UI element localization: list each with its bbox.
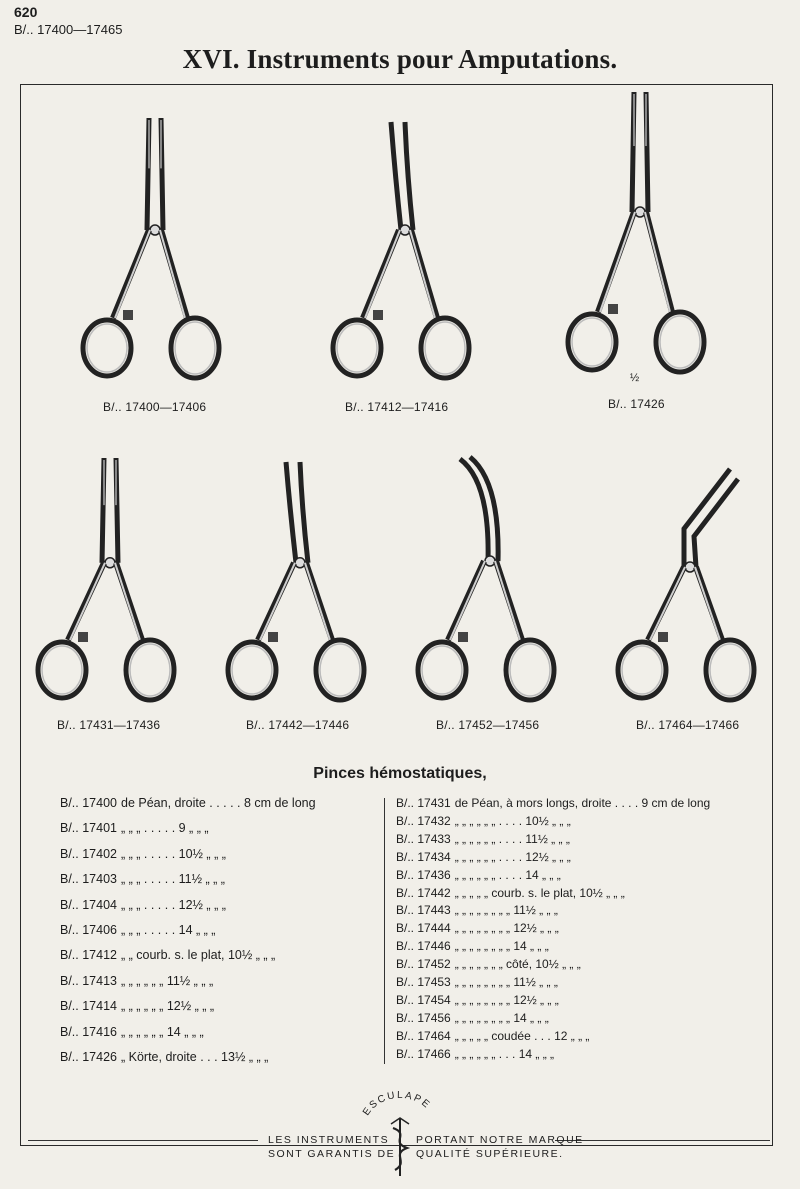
table-row — [60, 974, 213, 988]
logo-brand-text: ESCULAPE — [361, 1090, 433, 1118]
table-row — [60, 948, 275, 962]
table-row — [396, 850, 571, 864]
table-row — [396, 921, 559, 935]
table-row — [396, 1047, 554, 1061]
item-description: „ „ „ „ „ „ . . . . 10½ „ „ „ — [454, 813, 571, 828]
item-code: B/.. 17436 — [396, 867, 451, 882]
table-row — [396, 814, 571, 828]
table-row — [396, 1029, 589, 1043]
table-row — [396, 886, 625, 900]
item-code: B/.. 17452 — [396, 957, 451, 972]
item-code: B/.. 17446 — [396, 939, 451, 954]
footer-rule-left — [28, 1140, 258, 1141]
item-code: B/.. 17444 — [396, 921, 451, 936]
item-description: „ „ „ „ „ „ 14 „ „ „ — [121, 1024, 204, 1039]
instrument-label: B/.. 17464—17466 — [636, 718, 740, 732]
item-code: B/.. 17464 — [396, 1028, 451, 1043]
item-description: „ „ „ „ „ „ 11½ „ „ „ — [121, 973, 214, 988]
item-code: B/.. 17426 — [60, 1050, 117, 1064]
table-row — [60, 796, 316, 810]
scale-note: ½ — [630, 372, 640, 384]
item-code: B/.. 17433 — [396, 831, 451, 846]
table-row — [60, 847, 226, 861]
item-description: „ „ „ „ „ „ „ „ 11½ „ „ „ — [454, 975, 558, 989]
esculape-logo — [355, 1090, 445, 1180]
item-description: „ „ „ „ „ courb. s. le plat, 10½ „ „ „ — [454, 885, 625, 900]
table-row — [60, 1050, 268, 1064]
side-curved-forceps-icon — [410, 455, 570, 720]
table-row — [396, 993, 559, 1007]
table-row — [60, 999, 214, 1013]
item-description: „ „ „ „ „ „ . . . . 12½ „ „ „ — [454, 849, 571, 864]
table-row — [396, 1011, 549, 1025]
item-code: B/.. 17434 — [396, 849, 451, 864]
table-row — [60, 898, 226, 912]
footer-guarantee-right: PORTANT NOTRE MARQUE QUALITÉ SUPÉRIEURE. — [416, 1134, 584, 1160]
item-code: B/.. 17442 — [396, 885, 451, 900]
instrument-label: B/.. 17442—17446 — [246, 718, 350, 732]
section-title: Pinces hémostatiques, — [313, 765, 487, 782]
curved-forceps-icon — [320, 118, 490, 398]
item-description: de Péan, à mors longs, droite . . . . 9 cm de long — [454, 796, 711, 810]
item-description: „ „ „ . . . . . 9 „ „ „ — [121, 821, 209, 836]
page-number: 620 — [14, 4, 38, 20]
item-description: „ „ „ . . . . . 10½ „ „ „ — [121, 846, 226, 861]
instrument-label: B/.. 17426 — [608, 397, 665, 411]
item-description: „ „ „ „ „ coudée . . . 12 „ „ „ — [454, 1028, 590, 1043]
footer-guarantee-left: LES INSTRUMENTS SONT GARANTIS DE — [268, 1134, 396, 1160]
table-row — [396, 832, 570, 846]
item-code: B/.. 17453 — [396, 975, 451, 989]
item-code: B/.. 17466 — [396, 1046, 451, 1061]
table-row — [396, 975, 558, 989]
table-row — [60, 1025, 204, 1039]
item-code: B/.. 17414 — [60, 999, 117, 1014]
instrument-label: B/.. 17412—17416 — [345, 400, 449, 414]
table-row — [396, 903, 558, 917]
item-code: B/.. 17432 — [396, 813, 451, 828]
item-description: „ „ „ „ „ „ „ „ 14 „ „ „ — [454, 939, 549, 954]
straight-forceps-icon — [70, 118, 240, 398]
item-description: „ „ „ . . . . . 14 „ „ „ — [121, 923, 216, 937]
item-code: B/.. 17454 — [396, 992, 451, 1007]
instrument-label: B/.. 17431—17436 — [57, 718, 161, 732]
item-description: „ „ „ „ „ „ „ „ 14 „ „ „ — [454, 1010, 549, 1025]
item-description: „ Körte, droite . . . 13½ „ „ „ — [121, 1050, 269, 1064]
instrument-label: B/.. 17400—17406 — [103, 400, 207, 414]
page-range: B/.. 17400—17465 — [14, 22, 123, 37]
table-row — [396, 939, 549, 953]
long-jaw-forceps-icon — [30, 458, 190, 720]
item-code: B/.. 17431 — [396, 796, 451, 810]
item-code: B/.. 17443 — [396, 903, 451, 918]
angled-forceps-icon — [610, 465, 770, 720]
column-divider — [384, 798, 385, 1064]
item-code: B/.. 17401 — [60, 821, 117, 836]
item-description: „ „ „ „ „ „ 12½ „ „ „ — [121, 999, 215, 1014]
item-description: „ „ „ „ „ „ . . . . 11½ „ „ „ — [454, 831, 570, 846]
item-description: „ „ „ . . . . . 11½ „ „ „ — [121, 872, 225, 887]
item-description: „ „ courb. s. le plat, 10½ „ „ „ — [121, 948, 276, 963]
item-description: „ „ „ . . . . . 12½ „ „ „ — [121, 897, 226, 912]
item-description: „ „ „ „ „ „ . . . 14 „ „ „ — [454, 1046, 555, 1061]
curved-forceps-icon — [220, 458, 380, 720]
table-row — [396, 796, 710, 810]
item-description: „ „ „ „ „ „ . . . . 14 „ „ „ — [454, 867, 561, 882]
item-code: B/.. 17456 — [396, 1010, 451, 1025]
item-description: „ „ „ „ „ „ „ „ 11½ „ „ „ — [454, 903, 558, 918]
item-code: B/.. 17403 — [60, 872, 117, 887]
table-row — [60, 923, 215, 937]
item-code: B/.. 17400 — [60, 796, 117, 810]
table-row — [396, 868, 561, 882]
straight-forceps-icon — [550, 92, 730, 392]
table-row — [60, 821, 209, 835]
item-description: „ „ „ „ „ „ „ „ 12½ „ „ „ — [454, 921, 559, 936]
item-code: B/.. 17404 — [60, 897, 117, 912]
item-description: „ „ „ „ „ „ „ „ 12½ „ „ „ — [454, 992, 559, 1007]
item-code: B/.. 17413 — [60, 973, 117, 988]
item-code: B/.. 17406 — [60, 923, 117, 937]
table-row — [60, 872, 225, 886]
item-code: B/.. 17416 — [60, 1024, 117, 1039]
svg-text:ESCULAPE — [361, 1090, 433, 1118]
item-description: „ „ „ „ „ „ „ côté, 10½ „ „ „ — [454, 957, 581, 972]
footer-rule-right — [555, 1140, 770, 1141]
table-row — [396, 957, 581, 971]
page-title: XVI. Instruments pour Amputations. — [182, 44, 618, 74]
item-code: B/.. 17402 — [60, 846, 117, 861]
item-code: B/.. 17412 — [60, 948, 117, 963]
item-description: de Péan, droite . . . . . 8 cm de long — [121, 796, 316, 810]
instrument-label: B/.. 17452—17456 — [436, 718, 540, 732]
